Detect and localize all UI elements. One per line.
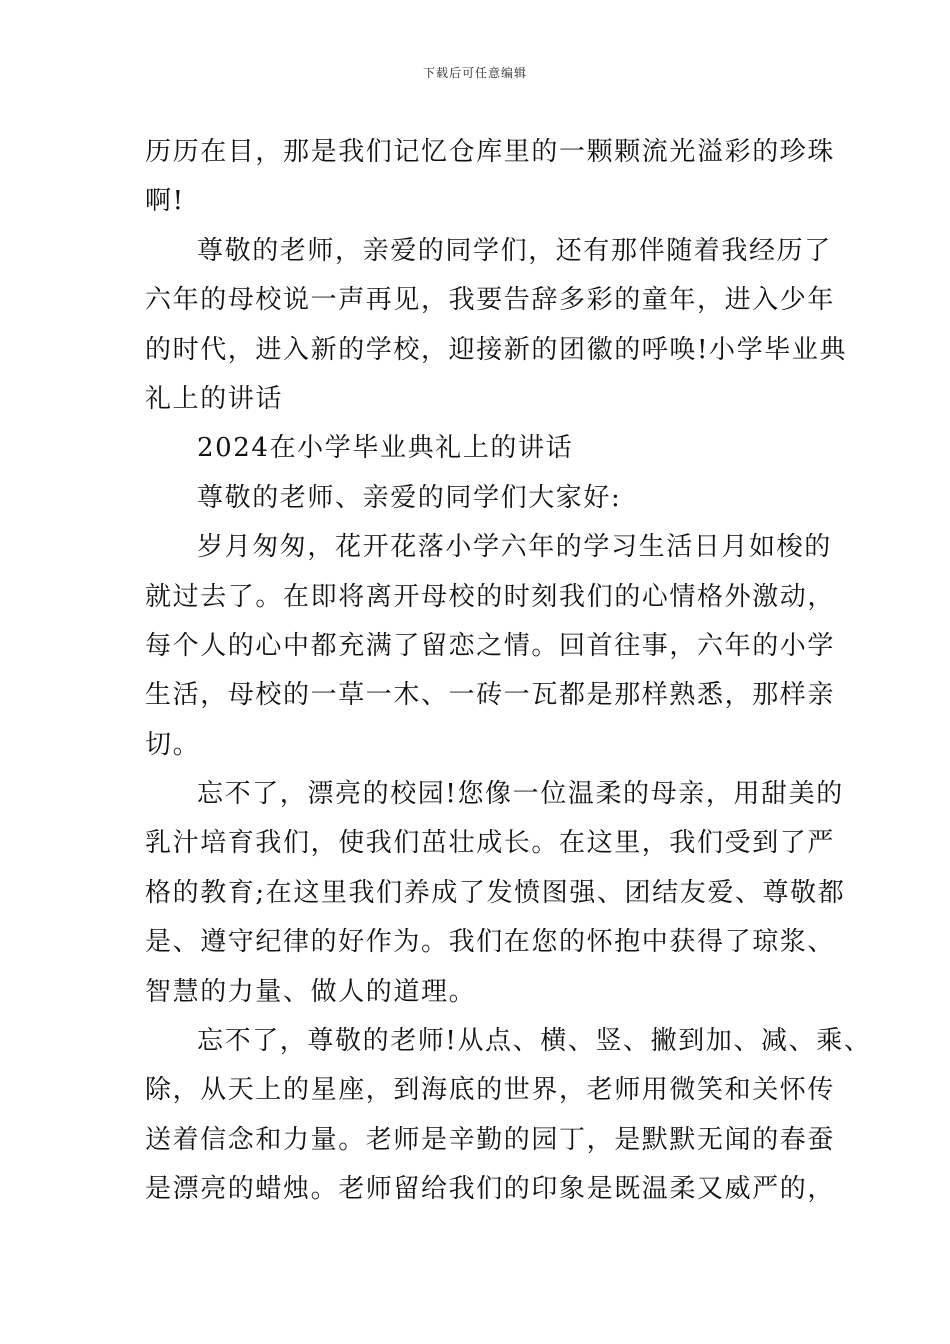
text-line: 尊敬的老师，亲爱的同学们，还有那伴随着我经历了	[197, 235, 832, 266]
text-line: 尊敬的老师、亲爱的同学们大家好:	[197, 482, 622, 513]
text-line: 六年的母校说一声再见，我要告辞多彩的童年，进入少年	[145, 285, 836, 316]
text-line: 历历在目，那是我们记忆仓库里的一颗颗流光溢彩的珍珠	[145, 137, 836, 167]
text-line: 礼上的讲话	[145, 383, 284, 414]
text-line: 送着信念和力量。老师是辛勤的园丁，是默默无闻的春蚕	[145, 1124, 836, 1155]
text-line: 是、遵守纪律的好作为。我们在您的怀抱中获得了琼浆、	[145, 927, 836, 958]
text-line: 2024在小学毕业典礼上的讲话	[197, 433, 574, 464]
text-line: 切。	[145, 729, 201, 760]
text-line: 智慧的力量、做人的道理。	[145, 976, 477, 1007]
text-line: 啊!	[145, 186, 185, 217]
text-line: 格的教育;在这里我们养成了发愤图强、团结友爱、尊敬都	[145, 877, 846, 908]
text-line: 就过去了。在即将离开母校的时刻我们的心情格外激动，	[145, 581, 836, 612]
text-line: 忘不了，尊敬的老师!从点、横、竖、撇到加、减、乘、	[197, 1026, 872, 1057]
text-line: 是漂亮的蜡烛。老师留给我们的印象是既温柔又威严的，	[145, 1174, 836, 1205]
page-header: 下载后可任意编辑	[422, 66, 527, 80]
text-line: 岁月匆匆，花开花落小学六年的学习生活日月如梭的	[197, 532, 832, 563]
text-line: 的时代，进入新的学校，迎接新的团徽的呼唤!小学毕业典	[145, 334, 848, 365]
text-line: 除，从天上的星座，到海底的世界，老师用微笑和关怀传	[145, 1075, 836, 1106]
text-line: 生活，母校的一草一木、一砖一瓦都是那样熟悉，那样亲	[145, 680, 836, 711]
document-body	[145, 128, 872, 1215]
text-line: 每个人的心中都充满了留恋之情。回首往事，六年的小学	[145, 630, 836, 661]
text-line: 忘不了，漂亮的校园!您像一位温柔的母亲，用甜美的	[197, 779, 844, 810]
text-line: 乳汁培育我们，使我们茁壮成长。在这里，我们受到了严	[145, 828, 836, 859]
